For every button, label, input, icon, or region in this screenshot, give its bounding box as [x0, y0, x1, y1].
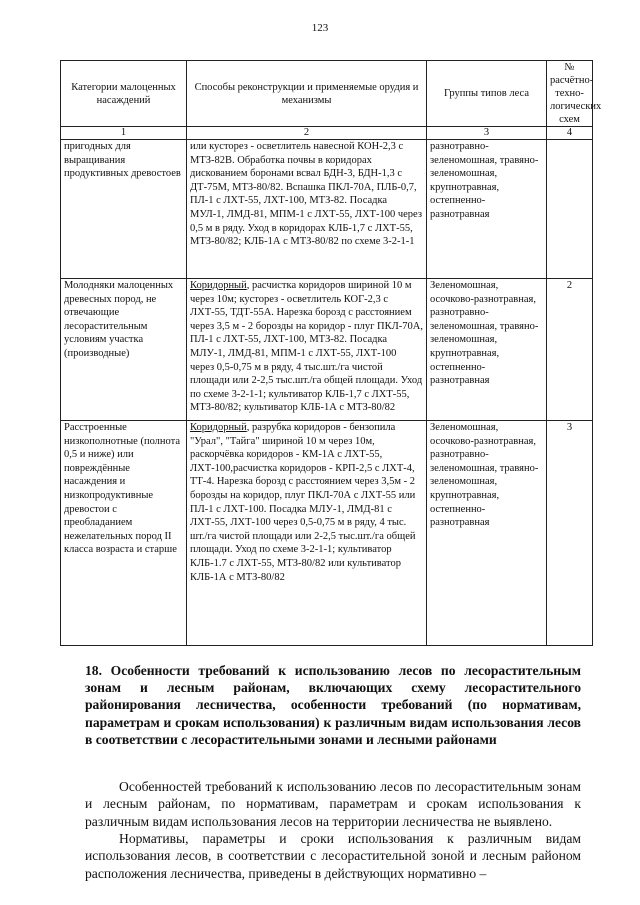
table-row — [61, 279, 593, 421]
reconstruction-table — [60, 60, 602, 646]
column-number-row — [61, 127, 593, 140]
table-row — [61, 140, 593, 279]
methods-cell — [187, 140, 427, 279]
methods-text: или кусторез - осветлитель навесной КОН-2,3 с МТЗ-82В. Обработка почвы в коридорах дискованием боронами всвал БДН-3, БДН-1,3 с ДТ-75М, МТЗ-80/82. Вспашка ПКЛ-70А, ПЛБ-0,7, ПЛ-1 с ЛХТ-55, ЛХТ-100, МТЗ-82. Посадка МУЛ-1, ЛМД-81, МПМ-1 с ЛХТ-55, ЛХТ-100 через 0,5 м в ряду. Уход в коридорах КЛБ-1,7 с ЛХТ-55, МТЗ-80/82; КЛБ-1А с МТЗ-80/82 по схеме 3-2-1-1 — [190, 141, 422, 248]
methods-text: , разрубка коридоров - бензопила "Урал", "Тайга" шириной 10 м через 10м, раскорчёвка коридоров - КМ-1А с ЛХТ-55, ЛХТ-100,расчистка коридоров - КРП-2,5 с ЛХТ-4, ТТ-4. Нарезка борозд с расстоянием через 3,5м - 2 борозды на коридор, плуг ПКЛ-70А с ЛХТ-55 или ПЛ-1 с ЛХТ-100. Посадка МЛУ-1, ЛМД-81 с ЛХТ-55, ЛХТ-100 через 0,5-0,75 м в ряду, 4 тыс. шт./га чистой площади или 2-2,5 тыс.шт./га общей площади. Уход по схеме 3-2-1-1; культиватор КЛБ-1.7 с ЛХТ-55, МТЗ-80/82 или культиватор КЛБ-1А с МТЗ-80/82 — [190, 422, 416, 583]
page-number: 123 — [311, 22, 329, 34]
column-number: 4 — [547, 127, 593, 140]
header-category: Категории малоценных насаждений — [61, 61, 187, 127]
methods-text: , расчистка коридоров шириной 10 м через 10м; кусторез - осветлитель КОГ-2,3 с ЛХТ-55, ТДТ-55А. Нарезка борозд с расстоянием через 3,5 м - 2 борозды на коридор - плуг ПКЛ-70А, ПЛ-1 с ЛХТ-55, ЛХТ-100, МТЗ-82. Посадка МЛУ-1, ЛМД-81, МПМ-1 с ЛХТ-55, ЛХТ-100 через 0,5-0,75 м в ряду, 4 тыс.шт./га чистой площади или 2-2,5 тыс.шт./га общей площади. Уход по схеме 3-2-1-1; культиватор КЛБ-1,7 с ЛХТ-55, МТЗ-80/82; культиватор КЛБ-1А с МТЗ-80/82 — [190, 280, 423, 414]
scheme-cell — [547, 140, 593, 279]
column-number: 1 — [61, 127, 187, 140]
category-cell: пригодных для выращивания продуктивных древостоев — [61, 140, 187, 279]
category-cell: Расстроенные низкополнотные (полнота 0,5 и ниже) или повреждённые насаждения и низкопродуктивные древостои с преобладанием нежелательных пород II класса возраста и старше — [61, 421, 187, 646]
body-paragraph: Нормативы, параметры и сроки использования к различным видам использования лесов, в соответствии с лесорастительной зоной и лесным районом расположения лесничества, приведены в действующих нормативно – — [85, 831, 581, 881]
scheme-cell: 2 — [547, 279, 593, 421]
method-type-label: Коридорный — [190, 280, 247, 291]
section-heading: 18. Особенности требований к использованию лесов по лесорастительным зонам и лесным районам, включающих схему лесорастительного районирования лесничества, особенности требований (по нормативам, параметрам и срокам использования) к различным видам использования лесов в соответствии с лесорастительными зонами и лесными районами — [85, 663, 581, 747]
header-forest-types: Группы типов леса — [427, 61, 547, 127]
forest-types-cell: Зеленомошная, осочково-разнотравная, разнотравно-зеленомошная, травяно-зеленомошная, крупнотравная, остепненно-разнотравная — [427, 279, 547, 421]
category-cell: Молодняки малоценных древесных пород, не отвечающие лесорастительным условиям участка (производные) — [61, 279, 187, 421]
table-header-row — [61, 61, 593, 127]
scheme-cell: 3 — [547, 421, 593, 646]
methods-cell — [187, 279, 427, 421]
body-paragraph: Особенностей требований к использованию лесов по лесорастительным зонам и лесным районам, по нормативам, параметрам и срокам использования к различным видам использования лесов на территории лесничества не выявлено. — [85, 779, 581, 829]
header-scheme-number: № расчётно-техно-логических схем — [547, 61, 593, 127]
forest-types-cell: разнотравно-зеленомошная, травяно-зеленомошная, крупнотравная, остепненно-разнотравная — [427, 140, 547, 279]
header-methods: Способы реконструкции и применяемые орудия и механизмы — [187, 61, 427, 127]
table-row — [61, 421, 593, 646]
column-number: 3 — [427, 127, 547, 140]
method-type-label: Коридорный — [190, 422, 247, 433]
methods-cell — [187, 421, 427, 646]
column-number: 2 — [187, 127, 427, 140]
forest-types-cell: Зеленомошная, осочково-разнотравная, разнотравно-зеленомошная, травяно-зеленомошная, крупнотравная, остепненно-разнотравная — [427, 421, 547, 646]
